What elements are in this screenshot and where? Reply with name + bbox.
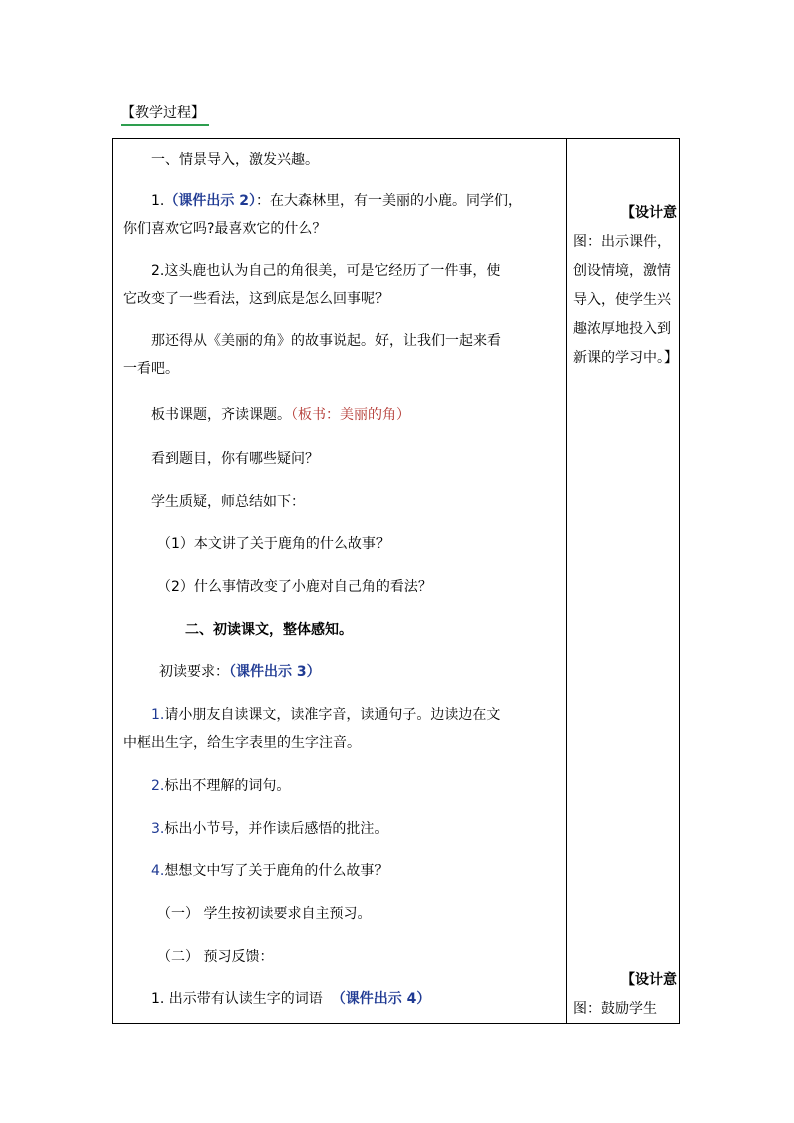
requirement-1-text-a: 请小朋友自读课文，读准字音，读通句子。边读边在文 — [164, 707, 501, 723]
activity-2: （二） 预习反馈： — [157, 949, 274, 965]
activity-1: （一） 学生按初读要求自主预习。 — [157, 906, 372, 922]
paragraph-1-text-a: ：在大森林里，有一美丽的小鹿。同学们， — [255, 193, 522, 209]
requirements-label: 初读要求： — [159, 664, 229, 680]
requirement-3-number: 3. — [151, 821, 165, 837]
design-intent-note-1-heading: 【设计意 — [621, 205, 677, 221]
requirement-4 — [151, 857, 388, 885]
paragraph-3-line-1: 那还得从《美丽的角》的故事说起。好，让我们一起来看 — [151, 333, 501, 349]
board-title-text: 板书课题，齐读课题。 — [151, 407, 291, 423]
courseware-tag-3: （课件出示 3） — [229, 664, 321, 680]
reading-requirements — [159, 658, 321, 686]
paragraph-1-number: 1. — [151, 193, 165, 209]
question-1: （1）本文讲了关于鹿角的什么故事？ — [157, 536, 390, 552]
requirement-2 — [151, 772, 290, 800]
feedback-item-1 — [151, 985, 430, 1013]
requirement-2-number: 2. — [151, 778, 165, 794]
lesson-table — [112, 138, 680, 1024]
requirement-1-line-2: 中框出生字，给生字表里的生字注音。 — [123, 735, 361, 751]
question-2: （2）什么事情改变了小鹿对自己角的看法？ — [157, 579, 432, 595]
paragraph-2-line-2: 它改变了一些看法，这到底是怎么回事呢？ — [123, 291, 389, 307]
courseware-tag-2: （课件出示 2） — [164, 193, 256, 209]
requirement-1-line-1 — [151, 701, 500, 729]
paragraph-6: 学生质疑，师总结如下： — [151, 494, 305, 510]
paragraph-2-line-1: 2.这头鹿也认为自己的角很美，可是它经历了一件事，使 — [151, 263, 501, 279]
requirement-2-text: 标出不理解的词句。 — [164, 778, 291, 794]
requirement-4-text: 想想文中写了关于鹿角的什么故事？ — [164, 863, 389, 879]
requirement-4-number: 4. — [151, 863, 165, 879]
board-writing-note: （板书：美丽的角） — [291, 407, 410, 423]
lesson-content-cell — [113, 139, 566, 1023]
section-title: 【教学过程】 — [121, 103, 209, 126]
courseware-tag-4: （课件出示 4） — [331, 991, 431, 1007]
section-1-heading: 一、情景导入，激发兴趣。 — [151, 152, 319, 168]
design-intent-note-2-body: 图：鼓励学生 — [573, 1001, 657, 1017]
design-intent-cell — [567, 139, 679, 1023]
paragraph-1-line-2: 你们喜欢它吗?最喜欢它的什么？ — [123, 221, 327, 237]
section-2-heading: 二、初读课文，整体感知。 — [185, 622, 353, 638]
paragraph-3-line-2: 一看吧。 — [123, 361, 179, 377]
paragraph-1-line-1 — [151, 187, 522, 215]
design-intent-note-2 — [573, 966, 677, 1024]
requirement-1-number: 1. — [151, 707, 165, 723]
feedback-item-1-text: 1. 出示带有认读生字的词语 — [151, 991, 323, 1007]
design-intent-note-2-heading: 【设计意 — [621, 972, 677, 988]
requirement-3-text: 标出小节号，并作读后感悟的批注。 — [164, 821, 389, 837]
design-intent-note-1 — [573, 199, 677, 373]
requirement-3 — [151, 815, 388, 843]
design-intent-note-1-body: 图：出示课件，创设情境，激情导入，使学生兴趣浓厚地投入到新课的学习中。】 — [573, 234, 678, 366]
paragraph-4 — [151, 401, 410, 429]
paragraph-5: 看到题目，你有哪些疑问？ — [151, 451, 319, 467]
